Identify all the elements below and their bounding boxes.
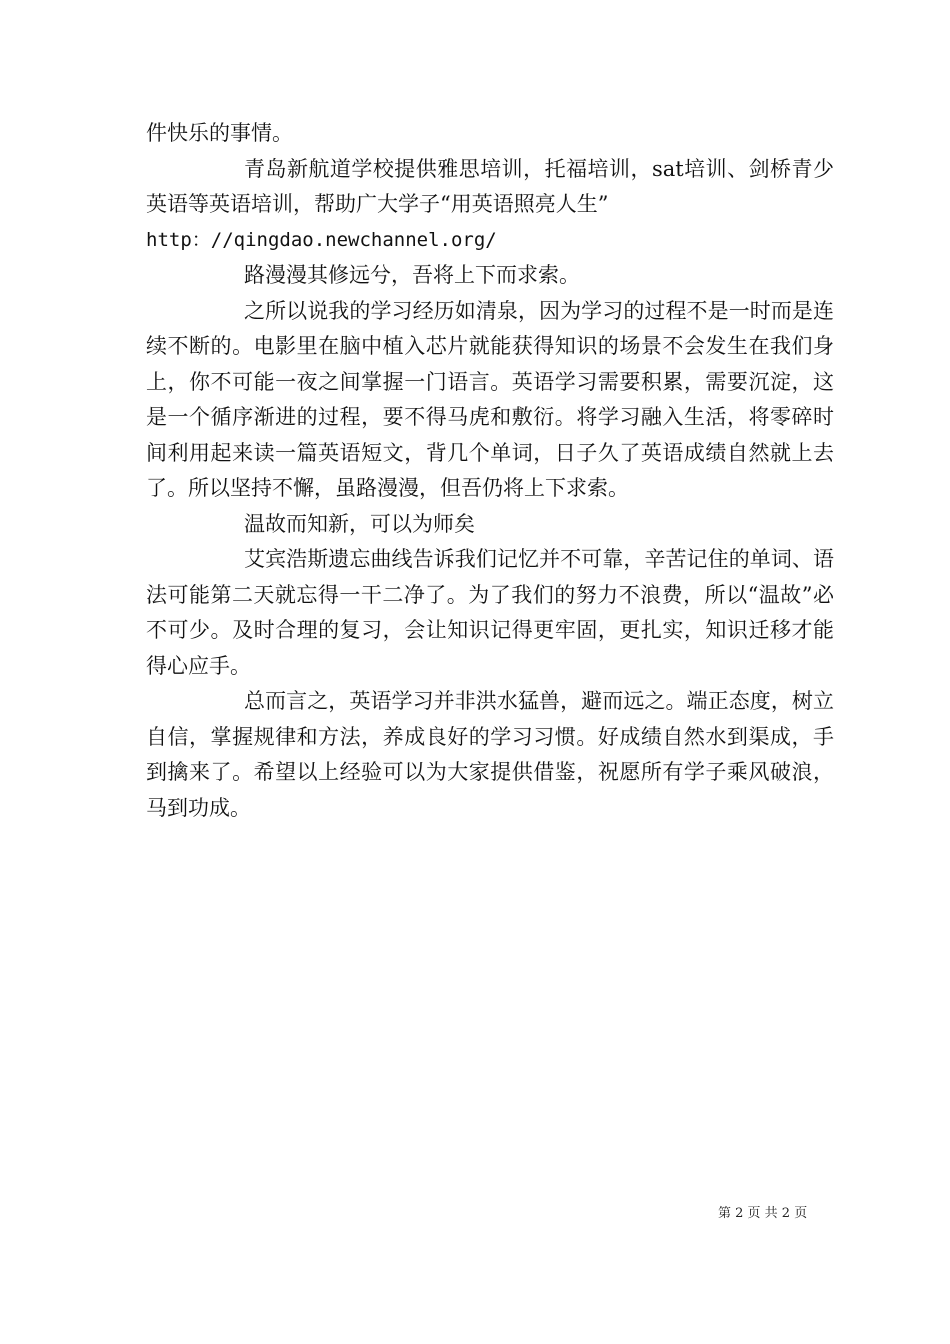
page-number-footer: 第 2 页 共 2 页 xyxy=(718,1206,808,1221)
paragraph-continuation: 件快乐的事情。 xyxy=(146,121,293,145)
document-body xyxy=(146,116,834,826)
paragraph-learning-experience: 之所以说我的学习经历如清泉，因为学习的过程不是一时而是连续不断的。电影里在脑中植入芯片就能获得知识的场景不会发生在我们身上，你不可能一夜之间掌握一门语言。英语学习需要积累，需要沉淀，这是一个循序渐进的过程，要不得马虎和敷衍。将学习融入生活，将零碎时间利用起来读一篇英语短文，背几个单词，日子久了英语成绩自然就上去了。所以坚持不懈，虽路漫漫，但吾仍将上下求索。 xyxy=(146,298,834,500)
paragraph-forgetting-curve: 艾宾浩斯遗忘曲线告诉我们记忆并不可靠，辛苦记住的单词、语法可能第二天就忘得一干二净了。为了我们的努力不浪费，所以“温故”必不可少。及时合理的复习，会让知识记得更牢固，更扎实，知识迁移才能得心应手。 xyxy=(146,547,834,678)
paragraph-heading-review: 温故而知新，可以为师矣 xyxy=(244,511,475,536)
paragraph-url: http：//qingdao.newchannel.org/ xyxy=(146,228,497,251)
paragraph-school-ad: 青岛新航道学校提供雅思培训，托福培训，sat培训、剑桥青少英语等英语培训，帮助广大学子“用英语照亮人生” xyxy=(146,156,834,216)
paragraph-heading-quote: 路漫漫其修远兮，吾将上下而求索。 xyxy=(244,263,580,287)
paragraph-conclusion: 总而言之，英语学习并非洪水猛兽，避而远之。端正态度，树立自信，掌握规律和方法，养成良好的学习习惯。好成绩自然水到渠成，手到擒来了。希望以上经验可以为大家提供借鉴，祝愿所有学子乘风破浪，马到功成。 xyxy=(146,689,834,820)
